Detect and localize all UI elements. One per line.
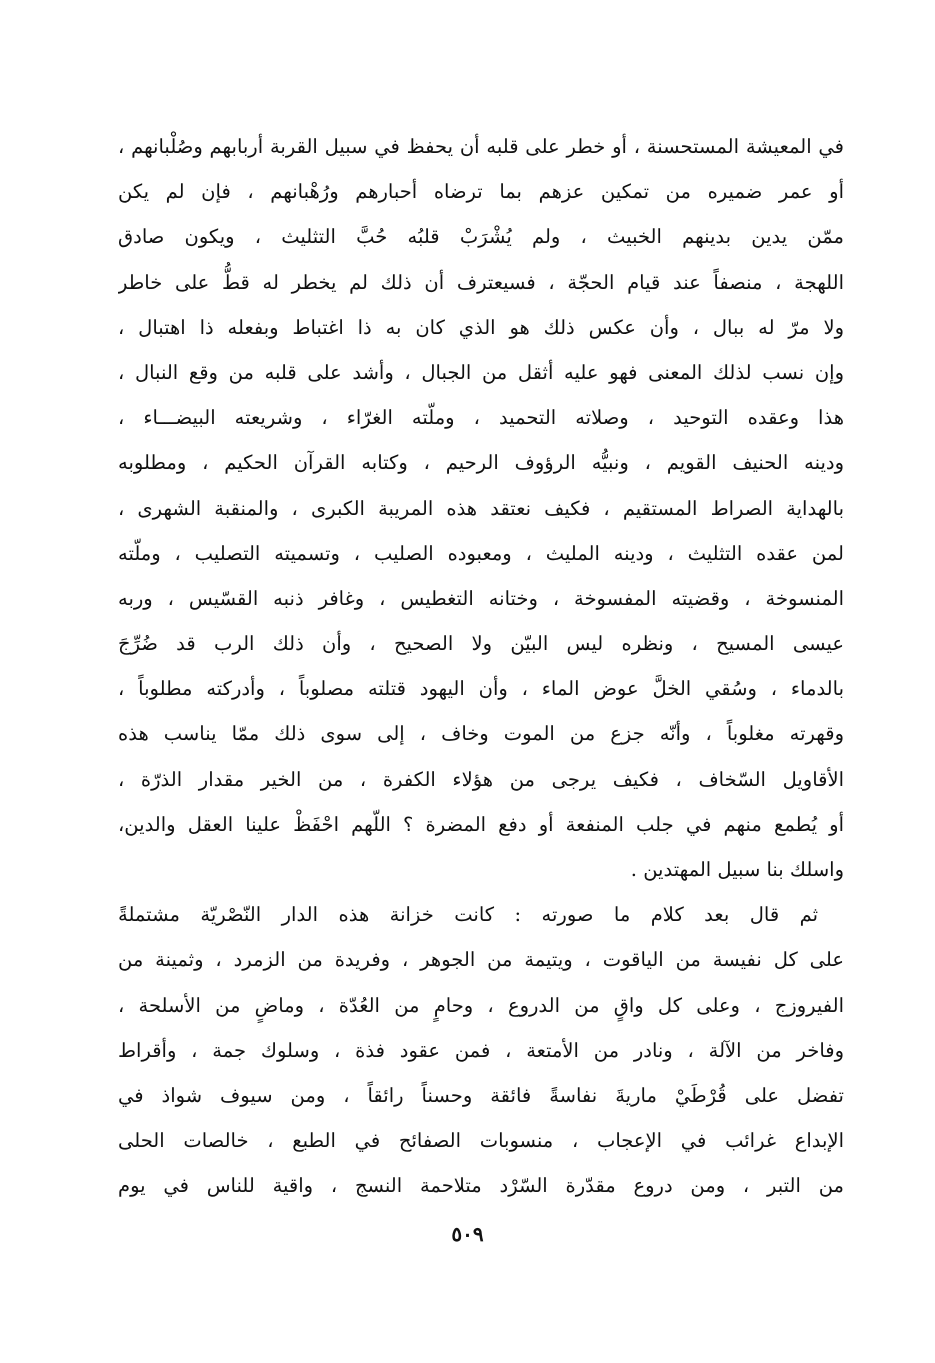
text-line: واسلك بنا سبيل المهتدين . <box>630 858 844 881</box>
text-line: ودينه الحنيف القويم ، ونبيُّه الرؤوف الرحيم ، وكتابه القرآن الحكيم ، ومطلوبه <box>118 451 844 475</box>
text-line: بالهداية الصراط المستقيم ، فكيف نعتقد هذه المريبة الكبرى ، والمنقبة الشهرى ، <box>118 496 844 520</box>
text-line: تفضل على قُرْطَيْ ماريةَ نفاسةً فائقة وحسناً رائقاً ، ومن سيوف شواذ في <box>118 1083 844 1107</box>
text-line: على كل نفيسة من الياقوت ، ويتيمة من الجوهر ، وفريدة من الزمرد ، وثمينة من <box>118 948 844 972</box>
text-line: لمن عقده التثليث ، ودينه المليث ، ومعبوده الصليب ، وتسميته التصليب ، وملّته <box>118 541 844 565</box>
text-line: أو عمر ضميره من تمكين عزهم بما ترضاه أحبارهم ورُهْبانهم ، فإن لم يكن <box>118 180 844 204</box>
text-line: هذا وعقده التوحيد ، وصلاته التحميد ، وملّته الغرّاء ، وشريعته البيضـــاء ، <box>118 406 844 430</box>
text-line: وفاخر من الآلة ، ونادر من الأمتعة ، فمن عقود فذة ، وسلوك جمة ، وأقراط <box>118 1038 844 1062</box>
text-line: أو يُطمع منهم في جلب المنفعة أو دفع المضرة ؟ اللّهم احْفَظْ علينا العقل والدين، <box>118 812 844 836</box>
text-line: في المعيشة المستحسنة ، أو خطر على قلبه أن يحفظ في سبيل القربة أربابهم وصُلْبانهم ، <box>118 135 844 158</box>
text-line: وإن نسب لذلك المعنى فهو عليه أثقل من الجبال ، وأشد على قلبه من وقع النبال ، <box>118 360 844 384</box>
text-line: بالدماء ، وسُقي الخلَّ عوض الماء ، وأن اليهود قتلته مصلوباً ، وأدركته مطلوباً ، <box>118 677 844 701</box>
text-line: الأقاويل السّخاف ، فكيف يرجى من هؤلاء الكفرة ، من الخير مقدار الذرّة ، <box>118 767 844 791</box>
text-line: الفيروزج ، وعلى كل واقٍ من الدروع ، وحامٍ من العُدّة ، وماضٍ من الأسلحة ، <box>118 993 844 1017</box>
text-line: ثم قال بعد كلام ما صورته : كانت خزانة هذه الدار النّصْريّة مشتملةً <box>118 903 818 927</box>
page-number: ٥٠٩ <box>451 1222 484 1246</box>
text-line: وقهرته مغلوباً ، وأنّه جزع من الموت وخاف ، إلى سوى ذلك ممّا يناسب هذه <box>118 722 844 746</box>
text-line: من التبر ، ومن دروع مقدّرة السّرْد متلاحمة النسج ، واقية للناس في يوم <box>118 1174 844 1198</box>
text-line: اللهجة ، منصفاً عند قيام الحجّة ، فسيعترف أن ذلك لم يخطر له قطُّ على خاطر <box>118 270 844 294</box>
body-text <box>118 124 844 1209</box>
text-line: المنسوخة ، وقضيته المفسوخة ، وختانه التغطيس ، وغافر ذنبه القسّيس ، وربه <box>118 586 844 610</box>
text-line: ممّن يدين بدينهم الخبيث ، ولم يُشْرَبْ قلبُه حُبَّ التثليث ، ويكون صادق <box>118 225 844 249</box>
text-line: ولا مرّ له ببال ، وأن عكس ذلك هو الذي كان به ذا اغتباط وبفعله ذا اهتبال ، <box>118 315 844 339</box>
text-line: الإبداع غرائب في الإعجاب ، منسوبات الصفائح في الطبع ، خالصات الحلى <box>118 1129 844 1153</box>
text-line: عيسى المسيح ، ونظره ليس البيّن ولا الصحيح ، وأن ذلك الرب قد ضُرِّجَ <box>118 632 844 656</box>
